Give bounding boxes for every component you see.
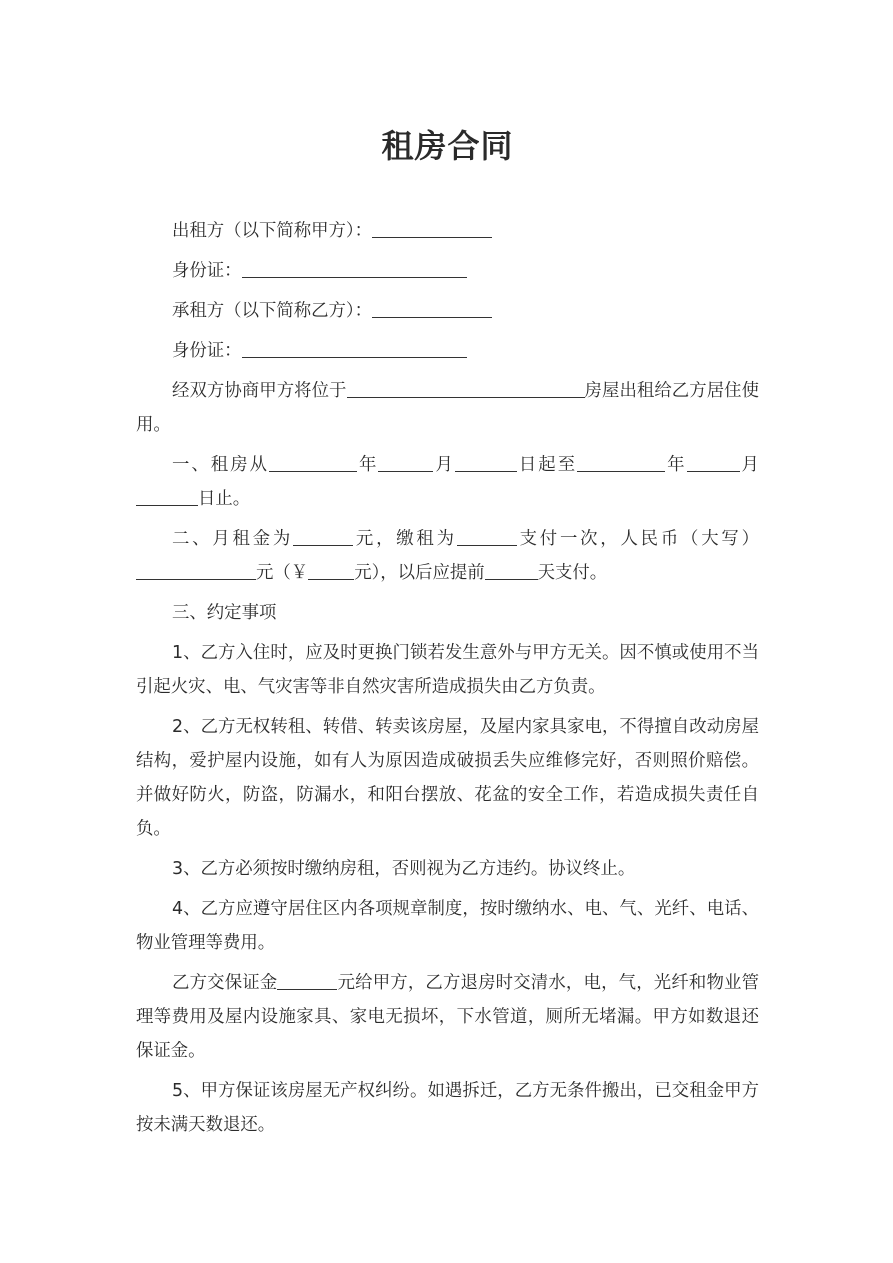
- clause-2-days-label: 天支付。: [537, 563, 608, 583]
- advance-days-blank[interactable]: [485, 561, 538, 580]
- property-address-blank[interactable]: [347, 379, 585, 398]
- start-day-blank[interactable]: [455, 453, 517, 472]
- lessee-id-line: [136, 334, 759, 368]
- clause-1-prefix: 一、租房从: [172, 455, 270, 475]
- clause-1-year2-label: 年: [665, 455, 687, 475]
- clause-1-year-label: 年: [357, 455, 379, 475]
- clause-3-item-2: 2、乙方无权转租、转借、转卖该房屋，及屋内家具家电，不得擅自改动房屋结构，爱护屋内设施，如有人为原因造成破损丢失应维修完好，否则照价赔偿。并做好防火，防盗，防漏水，和阳台摆放、花盆的安全工作，若造成损失责任自负。: [136, 717, 759, 839]
- end-day-blank[interactable]: [136, 487, 198, 506]
- document-body: [136, 214, 759, 1142]
- clause-1-month2-label: 月: [739, 455, 759, 475]
- clause-2-pay-once-label: 支付一次，人民币（大写）: [516, 529, 759, 549]
- payment-period-blank[interactable]: [457, 527, 517, 546]
- clause-1-day-start-label: 日起至: [516, 455, 578, 475]
- deposit-paragraph: [136, 966, 759, 1068]
- monthly-rent-blank[interactable]: [293, 527, 353, 546]
- deposit-text-after: 元给甲方，乙方退房时交清水，电，气，光纤和物业管理等费用及屋内设施家具、家电无损坏，下水管道，厕所无堵漏。甲方如数退还保证金。: [136, 973, 759, 1061]
- start-year-blank[interactable]: [269, 453, 357, 472]
- clause-1-day-end-label: 日止。: [198, 489, 251, 509]
- lessor-id-line: [136, 254, 759, 288]
- lessee-line: [136, 294, 759, 328]
- lessee-id-blank[interactable]: [242, 339, 467, 358]
- rent-uppercase-blank[interactable]: [136, 561, 256, 580]
- lessee-id-label: 身份证：: [172, 341, 242, 361]
- deposit-amount-blank[interactable]: [277, 971, 337, 990]
- clause-3-item-4: 4、乙方应遵守居住区内各项规章制度，按时缴纳水、电、气、光纤、电话、物业管理等费用。: [136, 899, 759, 953]
- clause-2-yuan-paren-label: 元（￥: [256, 563, 309, 583]
- lessor-id-blank[interactable]: [242, 259, 467, 278]
- lessor-name-blank[interactable]: [372, 219, 492, 238]
- clause-2-advance-label: 元），以后应提前: [354, 563, 485, 583]
- deposit-text-before: 乙方交保证金: [172, 973, 278, 993]
- clause-3-title: 三、约定事项: [172, 603, 277, 623]
- clause-3-item-5: 5、甲方保证该房屋无产权纠纷。如遇拆迁，乙方无条件搬出，已交租金甲方按未满天数退还。: [136, 1081, 759, 1135]
- clause-1-month-label: 月: [433, 455, 455, 475]
- document-title: 租房合同: [381, 127, 514, 165]
- clause-1: [136, 448, 759, 516]
- start-month-blank[interactable]: [378, 453, 433, 472]
- clause-2-prefix: 二、月租金为: [172, 529, 294, 549]
- lessor-line: [136, 214, 759, 248]
- intro-text-before: 经双方协商甲方将位于: [172, 381, 347, 401]
- lessor-id-label: 身份证：: [172, 261, 242, 281]
- clause-2: [136, 522, 759, 590]
- lessor-label: 出租方（以下简称甲方）：: [172, 221, 372, 241]
- end-year-blank[interactable]: [577, 453, 665, 472]
- clause-3-item-1: 1、乙方入住时，应及时更换门锁若发生意外与甲方无关。因不慎或使用不当引起火灾、电、气灾害等非自然灾害所造成损失由乙方负责。: [136, 643, 759, 697]
- lessee-name-blank[interactable]: [372, 299, 492, 318]
- lessee-label: 承租方（以下简称乙方）：: [172, 301, 372, 321]
- intro-text-after: 房屋出租给乙方居住使用。: [136, 381, 759, 435]
- clause-3-item-3: 3、乙方必须按时缴纳房租，否则视为乙方违约。协议终止。: [172, 859, 636, 879]
- rent-amount-blank[interactable]: [308, 561, 354, 580]
- intro-paragraph: [136, 374, 759, 442]
- clause-2-yuan-label: 元，缴租为: [353, 529, 457, 549]
- end-month-blank[interactable]: [687, 453, 740, 472]
